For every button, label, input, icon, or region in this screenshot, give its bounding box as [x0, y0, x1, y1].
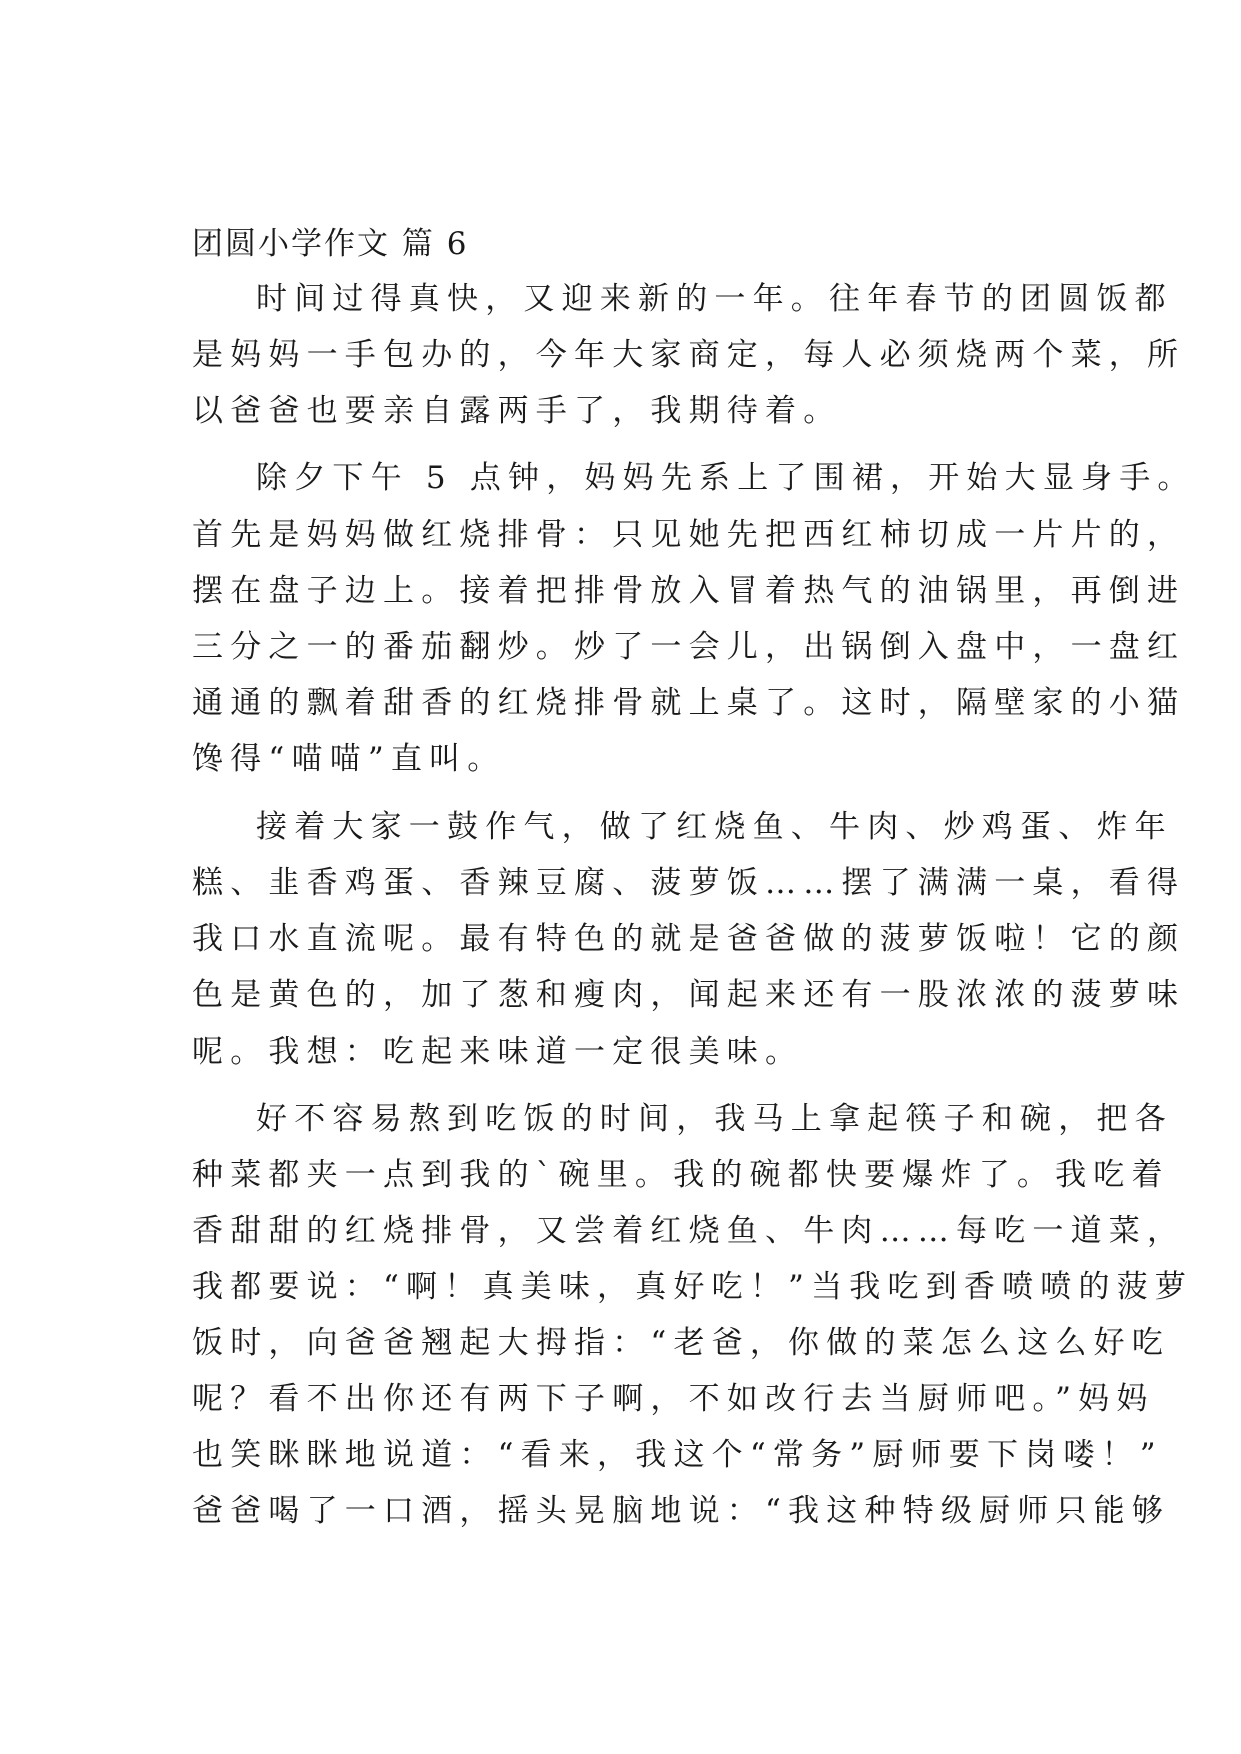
paragraph-4-line-7: 也笑眯眯地说道：“看来，我这个“常务”厨师要下岗喽！”	[192, 1437, 1163, 1473]
paragraph-2-line-4: 三分之一的番茄翻炒。炒了一会儿，出锅倒入盘中，一盘红	[192, 629, 1186, 665]
paragraph-2-line-6: 馋得“喵喵”直叫。	[192, 741, 506, 777]
essay-title: 团圆小学作文 篇 6	[192, 226, 469, 262]
paragraph-4-line-3: 香甜甜的红烧排骨，又尝着红烧鱼、牛肉……每吃一道菜，	[192, 1213, 1186, 1249]
paragraph-2-line-2: 首先是妈妈做红烧排骨：只见她先把西红柿切成一片片的，	[192, 517, 1186, 553]
paragraph-3-line-1: 接着大家一鼓作气，做了红烧鱼、牛肉、炒鸡蛋、炸年	[256, 809, 1173, 845]
paragraph-4-line-8: 爸爸喝了一口酒，摇头晃脑地说：“我这种特级厨师只能够	[192, 1493, 1171, 1529]
paragraph-3-line-3: 我口水直流呢。最有特色的就是爸爸做的菠萝饭啦！它的颜	[192, 921, 1186, 957]
paragraph-2-line-5: 通通的飘着甜香的红烧排骨就上桌了。这时，隔壁家的小猫	[192, 685, 1186, 721]
paragraph-3-line-4: 色是黄色的，加了葱和瘦肉，闻起来还有一股浓浓的菠萝味	[192, 977, 1186, 1013]
paragraph-1-line-2: 是妈妈一手包办的，今年大家商定，每人必须烧两个菜，所	[192, 337, 1186, 373]
paragraph-3-line-2: 糕、韭香鸡蛋、香辣豆腐、菠萝饭……摆了满满一桌，看得	[192, 865, 1186, 901]
paragraph-4-line-5: 饭时，向爸爸翘起大拇指：“老爸，你做的菜怎么这么好吃	[192, 1325, 1171, 1361]
paragraph-1-line-3: 以爸爸也要亲自露两手了，我期待着。	[192, 393, 842, 429]
paragraph-4-line-4: 我都要说：“啊！真美味，真好吃！”当我吃到香喷喷的菠萝	[192, 1269, 1194, 1305]
paragraph-4-line-1: 好不容易熬到吃饭的时间，我马上拿起筷子和碗，把各	[256, 1101, 1173, 1137]
paragraph-2-line-1: 除夕下午 5 点钟，妈妈先系上了围裙，开始大显身手。	[256, 460, 1196, 496]
paragraph-2-line-3: 摆在盘子边上。接着把排骨放入冒着热气的油锅里，再倒进	[192, 573, 1186, 609]
paragraph-3-line-5: 呢。我想：吃起来味道一定很美味。	[192, 1034, 804, 1070]
paragraph-1-line-1: 时间过得真快，又迎来新的一年。往年春节的团圆饭都	[256, 281, 1173, 317]
paragraph-4-line-2: 种菜都夹一点到我的`碗里。我的碗都快要爆炸了。我吃着	[192, 1157, 1170, 1193]
paragraph-4-line-6: 呢？看不出你还有两下子啊，不如改行去当厨师吧。”妈妈	[192, 1381, 1155, 1417]
